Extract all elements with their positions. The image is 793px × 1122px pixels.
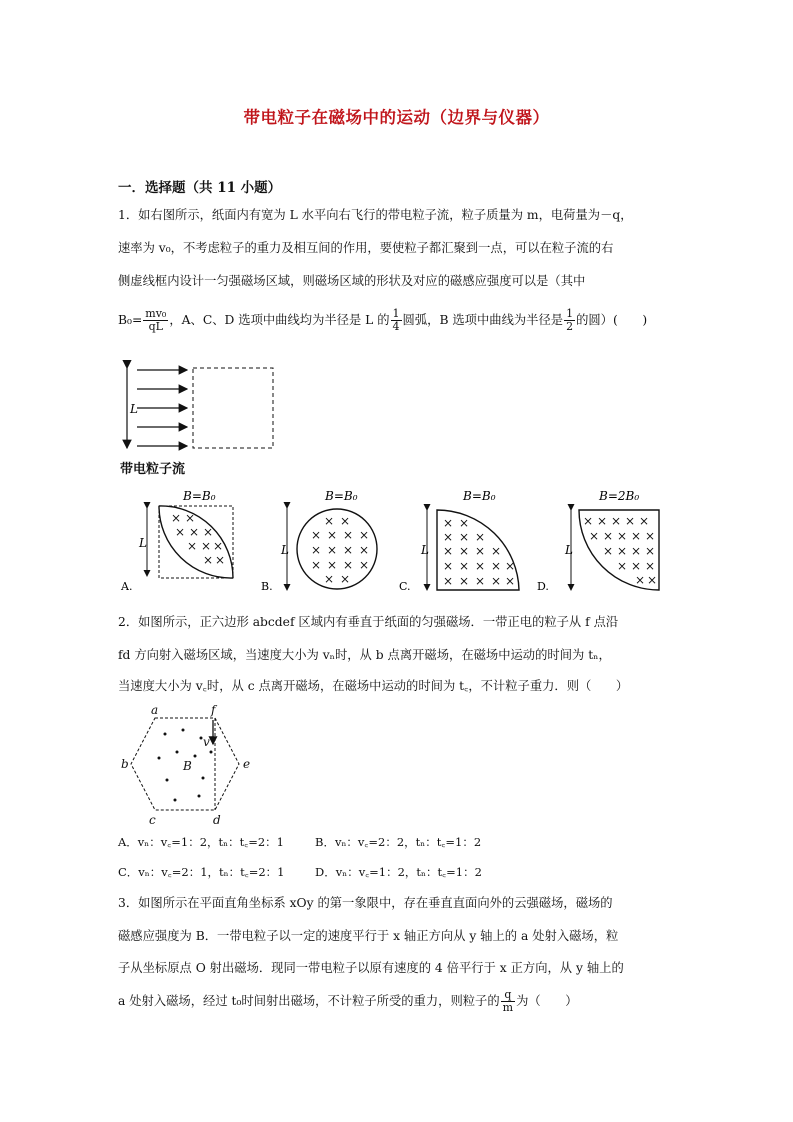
option-a-field: B=B₀ (183, 489, 216, 503)
svg-text:×: × (171, 511, 182, 525)
beam-caption: 带电粒子流 (120, 462, 186, 477)
svg-text:×: × (505, 574, 516, 588)
svg-text:×: × (359, 528, 370, 542)
svg-text:×: × (311, 528, 322, 542)
q3-line1: 3．如图所示在平面直角坐标系 xOy 的第一象限中，存在垂直直面向外的云强磁场，磁场的 (118, 896, 613, 910)
option-a-letter: A. (121, 580, 133, 593)
svg-text:×: × (589, 529, 600, 543)
svg-text:×: × (631, 559, 642, 573)
svg-text:×: × (443, 544, 454, 558)
svg-text:×: × (603, 544, 614, 558)
q1-line4 (118, 308, 647, 333)
vertex-e-label: e (243, 757, 251, 771)
svg-text:×: × (639, 514, 650, 528)
page-title: 带电粒子在磁场中的运动（边界与仪器） (243, 108, 550, 127)
option-b-letter: B. (261, 580, 273, 593)
q2-line3: 当速度大小为 v꜀时，从 c 点离开磁场，在磁场中运动的时间为 t꜀，不计粒子重力．则（ ） (118, 679, 629, 693)
q2-option-c: C．vₙ：v꜀=2：1，tₙ：t꜀=2：1 (118, 865, 285, 879)
q1-b0-denominator: qL (148, 320, 163, 333)
q1-half-num: 1 (566, 307, 574, 320)
q1-options-figure (115, 484, 675, 594)
option-d-field: B=2B₀ (599, 489, 640, 503)
svg-text:×: × (324, 514, 335, 528)
q2-line1: 2．如图所示，正六边形 abcdef 区域内有垂直于纸面的匀强磁场．一带正电的粒子从 f 点沿 (118, 615, 619, 629)
option-c-figure (399, 489, 519, 593)
option-b-figure (261, 489, 377, 593)
svg-text:L: L (281, 543, 289, 557)
svg-text:×: × (185, 511, 196, 525)
q3-frac-den: m (502, 1001, 514, 1014)
q2-hexagon-figure (115, 700, 265, 828)
svg-text:×: × (459, 530, 470, 544)
svg-text:×: × (343, 558, 354, 572)
vertex-d-label: d (213, 813, 221, 827)
q1-line1: 1．如右图所示，纸面内有宽为 L 水平向右飞行的带电粒子流，粒子质量为 m，电荷量为－q， (118, 208, 633, 222)
svg-text:×: × (359, 558, 370, 572)
svg-text:L: L (565, 543, 573, 557)
q2-line2: fd 方向射入磁场区域，当速度大小为 vₙ时，从 b 点离开磁场，在磁场中运动的时间为 tₙ， (118, 648, 611, 662)
q1-line4-end: 的圆）( ) (576, 313, 648, 327)
svg-text:×: × (340, 514, 351, 528)
svg-text:×: × (443, 559, 454, 573)
option-c-letter: C. (399, 580, 411, 593)
svg-text:×: × (475, 544, 486, 558)
q1-line3: 侧虚线框内设计一匀强磁场区域，则磁场区域的形状及对应的磁感应强度可以是（其中 (118, 274, 586, 288)
width-label: L (130, 402, 138, 416)
option-a-figure (120, 489, 233, 593)
design-region-box (193, 368, 273, 448)
vertex-c-label: c (149, 813, 156, 827)
svg-text:L: L (139, 536, 147, 550)
svg-text:×: × (340, 572, 351, 586)
svg-text:×: × (187, 539, 198, 553)
svg-text:×: × (359, 543, 370, 557)
q2-option-a: A．vₙ：v꜀=1：2，tₙ：t꜀=2：1 (118, 835, 284, 849)
svg-text:L: L (421, 543, 429, 557)
svg-text:×: × (189, 525, 200, 539)
svg-text:×: × (343, 528, 354, 542)
q3-line4-pre: a 处射入磁场，经过 t₀时间射出磁场，不计粒子所受的重力，则粒子的 (118, 994, 500, 1008)
q3-line3: 子从坐标原点 O 射出磁场．现同一带电粒子以原有速度的 4 倍平行于 x 正方向，从 y 轴上的 (118, 961, 624, 975)
q2-option-d: D．vₙ：v꜀=1：2，tₙ：t꜀=1：2 (315, 865, 482, 879)
q2-option-b: B．vₙ：v꜀=2：2，tₙ：t꜀=1：2 (315, 835, 482, 849)
svg-text:×: × (491, 559, 502, 573)
svg-text:×: × (215, 553, 226, 567)
vertex-b-label: b (121, 757, 129, 771)
q3-frac-num: q (501, 989, 515, 1002)
svg-text:×: × (324, 572, 335, 586)
q3-line4 (118, 989, 578, 1014)
svg-text:×: × (617, 529, 628, 543)
q1-line4-mid2: 圆弧，B 选项中曲线为半径是 (402, 313, 564, 327)
svg-text:×: × (343, 543, 354, 557)
svg-text:×: × (647, 573, 658, 587)
svg-text:×: × (617, 544, 628, 558)
svg-text:×: × (459, 544, 470, 558)
svg-text:×: × (475, 559, 486, 573)
option-d-letter: D. (537, 580, 549, 593)
svg-text:×: × (603, 529, 614, 543)
svg-text:×: × (327, 558, 338, 572)
vertex-f-label: f (211, 703, 216, 717)
svg-text:×: × (443, 516, 454, 530)
option-c-field: B=B₀ (463, 489, 496, 503)
svg-text:×: × (491, 544, 502, 558)
svg-text:×: × (459, 516, 470, 530)
q1-line4-mid: ，A、C、D 选项中曲线均为半径是 L 的 (169, 313, 390, 327)
velocity-label: v (203, 735, 210, 749)
svg-text:×: × (475, 574, 486, 588)
svg-text:×: × (635, 573, 646, 587)
q3-line4-end: 为（ ） (516, 994, 578, 1008)
svg-text:×: × (311, 558, 322, 572)
svg-text:×: × (625, 514, 636, 528)
svg-text:×: × (491, 574, 502, 588)
svg-text:×: × (203, 553, 214, 567)
svg-text:×: × (443, 530, 454, 544)
q1-b0-prefix: B₀= (118, 313, 143, 327)
field-label: B (183, 759, 192, 773)
svg-text:×: × (201, 539, 212, 553)
svg-text:×: × (617, 559, 628, 573)
svg-text:×: × (631, 529, 642, 543)
q1-quarter-num: 1 (392, 307, 400, 320)
q1-line2: 速率为 v₀，不考虑粒子的重力及相互间的作用，要使粒子都汇聚到一点，可以在粒子流的右 (118, 241, 614, 255)
q1-quarter-den: 4 (392, 320, 400, 333)
svg-text:×: × (175, 525, 186, 539)
q1-beam-figure (115, 360, 285, 460)
svg-text:×: × (311, 543, 322, 557)
svg-text:×: × (583, 514, 594, 528)
svg-text:×: × (459, 559, 470, 573)
q1-b0-fraction (143, 308, 168, 333)
option-b-field: B=B₀ (325, 489, 358, 503)
beam-arrows (137, 370, 187, 446)
svg-text:×: × (597, 514, 608, 528)
section-heading: 一．选择题（共 11 小题） (118, 180, 282, 196)
q1-half-den: 2 (566, 320, 574, 333)
svg-text:×: × (645, 559, 656, 573)
svg-text:×: × (203, 525, 214, 539)
svg-text:×: × (459, 574, 470, 588)
q3-line2: 磁感应强度为 B．一带电粒子以一定的速度平行于 x 轴正方向从 y 轴上的 a 处射入磁场，粒 (118, 929, 619, 943)
q1-b0-numerator: mv₀ (145, 307, 167, 320)
svg-text:×: × (611, 514, 622, 528)
svg-text:×: × (443, 574, 454, 588)
svg-text:×: × (475, 530, 486, 544)
vertex-a-label: a (151, 703, 159, 717)
q1-half-fraction (564, 308, 575, 333)
svg-text:×: × (327, 528, 338, 542)
svg-text:×: × (327, 543, 338, 557)
svg-text:×: × (213, 539, 224, 553)
svg-text:×: × (645, 529, 656, 543)
svg-text:×: × (631, 544, 642, 558)
q3-qm-fraction (501, 989, 515, 1014)
svg-text:×: × (505, 559, 516, 573)
svg-text:×: × (645, 544, 656, 558)
option-d-figure (537, 489, 659, 593)
q1-quarter-fraction (391, 308, 402, 333)
